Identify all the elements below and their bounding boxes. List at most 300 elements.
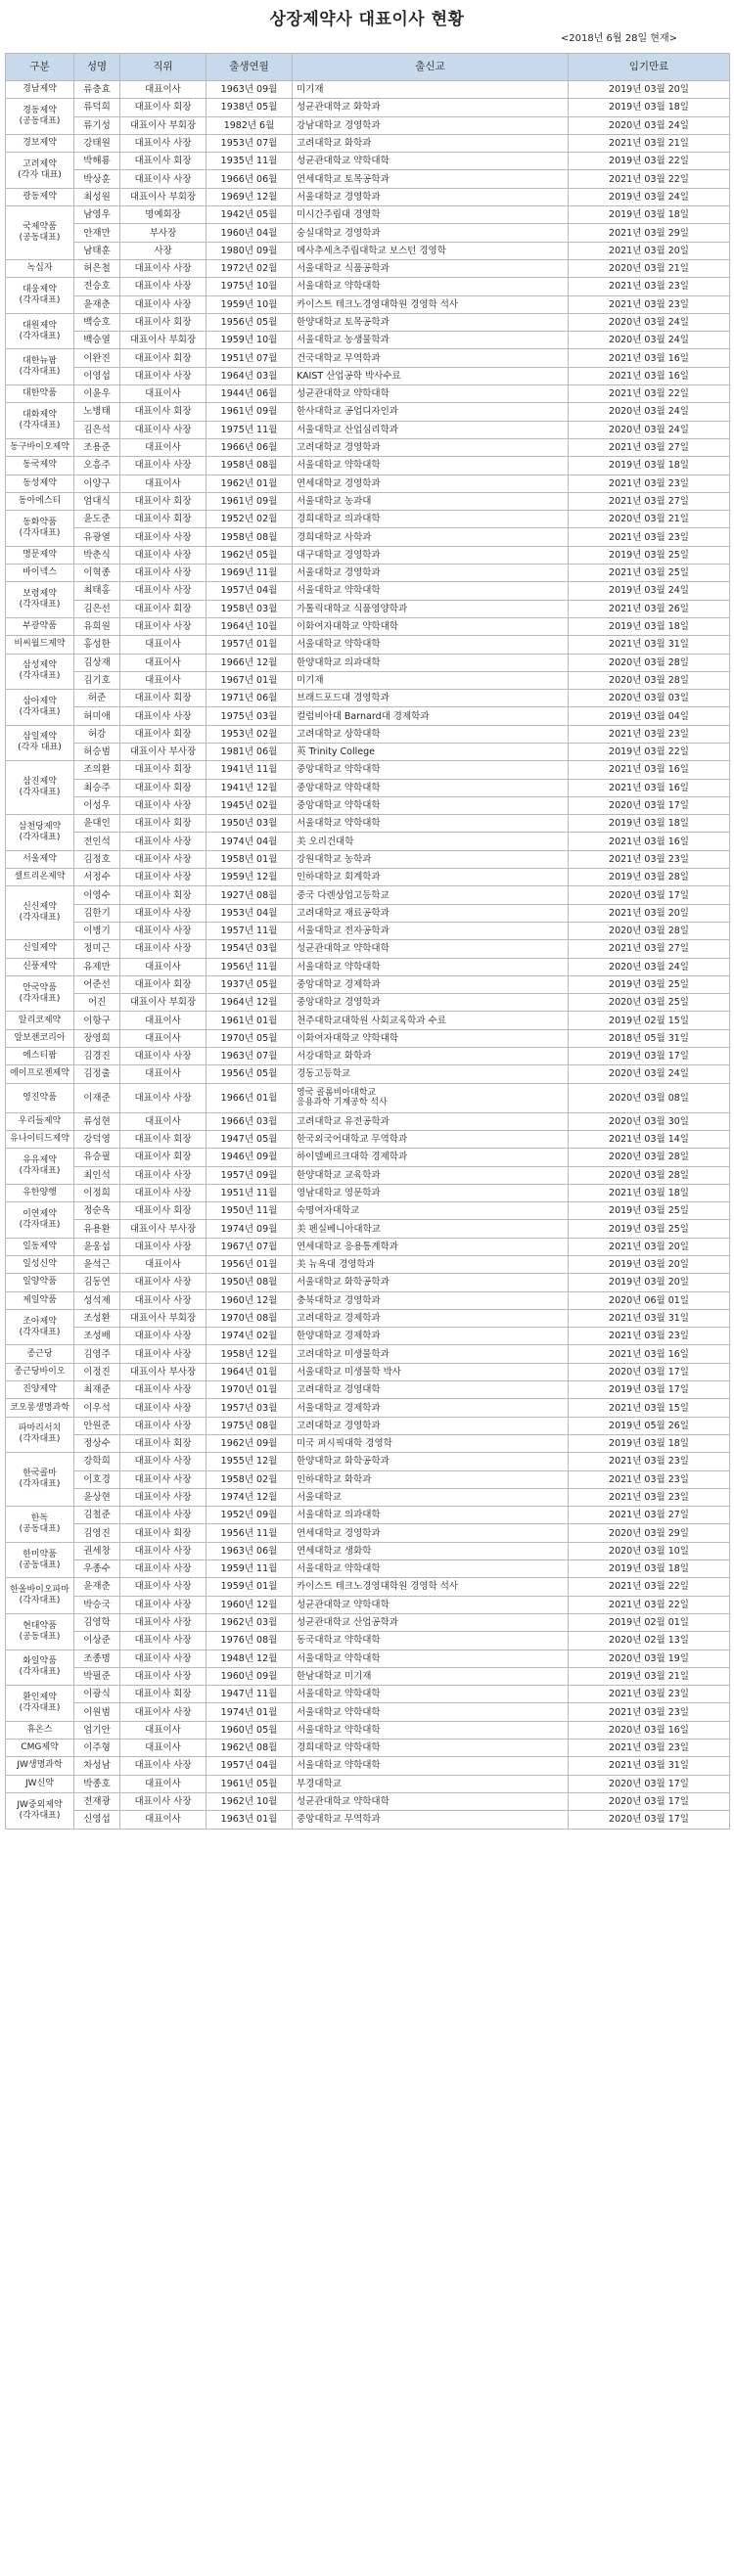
cell-birth: 1953년 02월 (206, 725, 293, 743)
cell-school: 서울대학교 농과대 (293, 492, 569, 510)
cell-term-end: 2020년 03월 28일 (569, 654, 730, 671)
header-term-end: 임기만료 (569, 54, 730, 81)
cell-company: 동성제약 (6, 475, 74, 492)
cell-name: 허은철 (74, 259, 120, 277)
cell-school: 카이스트 테크노경영대학원 경영학 석사 (293, 1578, 569, 1596)
cell-school: 서울대학교 약학대학 (293, 1560, 569, 1578)
cell-position: 대표이사 회장 (120, 349, 206, 367)
cell-school: 중앙대학교 경영학과 (293, 994, 569, 1012)
cell-position: 대표이사 사장 (120, 707, 206, 725)
table-row (6, 313, 730, 331)
cell-term-end: 2019년 03월 25일 (569, 975, 730, 993)
cell-position: 대표이사 부회장 (120, 994, 206, 1012)
cell-term-end: 2020년 06월 01일 (569, 1291, 730, 1309)
cell-term-end: 2021년 03월 31일 (569, 1309, 730, 1327)
cell-school: 서울대학교 약학대학 (293, 1721, 569, 1739)
cell-school: 부경대학교 (293, 1775, 569, 1792)
cell-birth: 1969년 12월 (206, 188, 293, 205)
table-row (6, 1363, 730, 1380)
cell-company: 한독 (공동대표) (6, 1507, 74, 1543)
cell-term-end: 2021년 03월 15일 (569, 1399, 730, 1417)
cell-position: 대표이사 회장 (120, 1686, 206, 1703)
cell-term-end: 2019년 03월 18일 (569, 99, 730, 116)
cell-birth: 1955년 12월 (206, 1453, 293, 1470)
cell-school: 중앙대학교 약학대학 (293, 796, 569, 814)
cell-name: 강태원 (74, 134, 120, 152)
cell-school: 미기재 (293, 81, 569, 99)
cell-position: 대표이사 (120, 385, 206, 403)
cell-birth: 1975년 08월 (206, 1417, 293, 1434)
cell-term-end: 2020년 03월 03일 (569, 690, 730, 707)
cell-school: 고려대학교 경영대학 (293, 1381, 569, 1399)
cell-school: 한양대학교 화학공학과 (293, 1453, 569, 1470)
cell-position: 대표이사 회장 (120, 886, 206, 904)
cell-school: 성균관대학교 약학대학 (293, 1596, 569, 1613)
cell-term-end: 2020년 03월 30일 (569, 1112, 730, 1130)
cell-term-end: 2021년 03월 23일 (569, 1488, 730, 1506)
cell-position: 대표이사 (120, 958, 206, 975)
cell-name: 이윤우 (74, 385, 120, 403)
cell-birth: 1963년 06월 (206, 1542, 293, 1559)
cell-birth: 1959년 10월 (206, 295, 293, 313)
cell-company: 부광약품 (6, 617, 74, 635)
cell-position: 대표이사 (120, 1811, 206, 1829)
cell-term-end: 2020년 03월 28일 (569, 671, 730, 689)
table-row (6, 1112, 730, 1130)
cell-school: 숭실대학교 경영학과 (293, 224, 569, 242)
table-row (6, 1417, 730, 1434)
cell-position: 대표이사 사장 (120, 1048, 206, 1065)
cell-position: 명예회장 (120, 206, 206, 224)
cell-position: 대표이사 사장 (120, 1596, 206, 1613)
cell-term-end: 2021년 03월 23일 (569, 475, 730, 492)
cell-position: 대표이사 회장 (120, 1149, 206, 1166)
cell-term-end: 2019년 03월 18일 (569, 617, 730, 635)
table-header-row (6, 54, 730, 81)
table-row (6, 475, 730, 492)
header-birth: 출생연월 (206, 54, 293, 81)
cell-term-end: 2020년 03월 16일 (569, 1721, 730, 1739)
cell-name: 최승주 (74, 779, 120, 796)
table-row (6, 1632, 730, 1650)
table-row (6, 886, 730, 904)
cell-name: 최성원 (74, 188, 120, 205)
cell-birth: 1957년 11월 (206, 922, 293, 939)
cell-school: 서울대학교 약학대학 (293, 1650, 569, 1667)
table-row (6, 546, 730, 564)
cell-birth: 1972년 02월 (206, 259, 293, 277)
cell-name: 허승범 (74, 743, 120, 760)
cell-company: CMG제약 (6, 1740, 74, 1757)
cell-name: 유희원 (74, 617, 120, 635)
cell-name: 김철준 (74, 1507, 120, 1524)
cell-company: 한국콜마 (각자대표) (6, 1453, 74, 1507)
cell-position: 대표이사 회장 (120, 600, 206, 617)
cell-term-end: 2019년 03월 24일 (569, 188, 730, 205)
cell-company: JW중외제약 (각자대표) (6, 1792, 74, 1829)
cell-company: 진양제약 (6, 1381, 74, 1399)
cell-position: 대표이사 회장 (120, 1434, 206, 1452)
cell-birth: 1927년 08월 (206, 886, 293, 904)
cell-school: 충북대학교 경영학과 (293, 1291, 569, 1309)
cell-company: 종근당 (6, 1345, 74, 1363)
cell-term-end: 2020년 03월 17일 (569, 886, 730, 904)
table-row (6, 1740, 730, 1757)
cell-company: 삼진제약 (각자대표) (6, 761, 74, 815)
cell-position: 대표이사 사장 (120, 1470, 206, 1488)
cell-school: 연세대학교 토목공학과 (293, 170, 569, 188)
table-row (6, 367, 730, 384)
cell-birth: 1975년 03월 (206, 707, 293, 725)
cell-position: 대표이사 사장 (120, 1703, 206, 1721)
table-row (6, 242, 730, 259)
cell-school: 한양대학교 토목공학과 (293, 313, 569, 331)
table-row (6, 904, 730, 922)
cell-name: 박춘식 (74, 546, 120, 564)
cell-position: 대표이사 사장 (120, 1578, 206, 1596)
cell-position: 대표이사 (120, 1012, 206, 1029)
cell-school: 서울대학교 약학대학 (293, 958, 569, 975)
cell-term-end: 2020년 03월 24일 (569, 958, 730, 975)
cell-name: 장영희 (74, 1029, 120, 1047)
table-row (6, 1149, 730, 1166)
cell-birth: 1964년 01월 (206, 1363, 293, 1380)
cell-school: 서울대학교 약학대학 (293, 1686, 569, 1703)
cell-name: 조용준 (74, 438, 120, 456)
cell-name: 최재준 (74, 1381, 120, 1399)
table-row (6, 761, 730, 779)
cell-company: 영진약품 (6, 1083, 74, 1112)
cell-company: 알보젠코리아 (6, 1029, 74, 1047)
cell-name: 전승호 (74, 278, 120, 295)
cell-name: 노병태 (74, 403, 120, 421)
cell-company: 일성신약 (6, 1256, 74, 1274)
cell-term-end: 2021년 03월 20일 (569, 904, 730, 922)
table-row (6, 1488, 730, 1506)
cell-term-end: 2020년 03월 28일 (569, 922, 730, 939)
cell-position: 대표이사 회장 (120, 975, 206, 993)
ceo-table-container (5, 53, 729, 1830)
cell-birth: 1967년 01월 (206, 671, 293, 689)
cell-position: 대표이사 (120, 438, 206, 456)
cell-name: 조성배 (74, 1328, 120, 1345)
cell-school: 한양대학교 의과대학 (293, 654, 569, 671)
cell-name: 조성환 (74, 1309, 120, 1327)
cell-position: 대표이사 사장 (120, 940, 206, 958)
table-row (6, 850, 730, 868)
cell-birth: 1941년 12월 (206, 779, 293, 796)
cell-school: 중앙대학교 약학대학 (293, 779, 569, 796)
cell-birth: 1974년 01월 (206, 1703, 293, 1721)
cell-term-end: 2021년 03월 22일 (569, 1596, 730, 1613)
cell-birth: 1975년 10월 (206, 278, 293, 295)
cell-term-end: 2019년 05월 26일 (569, 1417, 730, 1434)
cell-school: 고려대학교 상학대학 (293, 725, 569, 743)
cell-term-end: 2020년 03월 24일 (569, 332, 730, 349)
cell-birth: 1958년 12월 (206, 1345, 293, 1363)
cell-name: 이성우 (74, 796, 120, 814)
cell-birth: 1947년 05월 (206, 1130, 293, 1148)
cell-school: 서울대학교 약학대학 (293, 1757, 569, 1775)
table-row (6, 1399, 730, 1417)
cell-term-end: 2021년 03월 16일 (569, 349, 730, 367)
cell-term-end: 2019년 03월 18일 (569, 815, 730, 833)
cell-school: 미국 퍼시픽대학 경영학 (293, 1434, 569, 1452)
cell-school: 美 뉴욕대 경영학과 (293, 1256, 569, 1274)
cell-school: 서울대학교 전자공학과 (293, 922, 569, 939)
cell-position: 대표이사 부사장 (120, 1220, 206, 1238)
cell-company: 삼천당제약 (각자대표) (6, 815, 74, 851)
cell-term-end: 2021년 03월 27일 (569, 438, 730, 456)
cell-name: 남영우 (74, 206, 120, 224)
cell-company: 녹십자 (6, 259, 74, 277)
cell-school: 중국 다렌상업고등학교 (293, 886, 569, 904)
cell-birth: 1974년 09월 (206, 1220, 293, 1238)
cell-position: 대표이사 (120, 1029, 206, 1047)
cell-school: 메사추세츠주립대학교 보스턴 경영학 (293, 242, 569, 259)
cell-birth: 1958년 02월 (206, 1470, 293, 1488)
table-row (6, 779, 730, 796)
cell-birth: 1944년 06월 (206, 385, 293, 403)
cell-school: 英 Trinity College (293, 743, 569, 760)
cell-term-end: 2019년 03월 25일 (569, 1202, 730, 1220)
cell-term-end: 2019년 02월 01일 (569, 1613, 730, 1631)
cell-company: 비씨월드제약 (6, 636, 74, 654)
cell-school: 영남대학교 영문학과 (293, 1184, 569, 1201)
cell-name: 김영진 (74, 1524, 120, 1542)
cell-company: 대한약품 (6, 385, 74, 403)
cell-name: 최인석 (74, 1166, 120, 1184)
cell-birth: 1971년 06월 (206, 690, 293, 707)
cell-name: 류성현 (74, 1112, 120, 1130)
cell-school: 경희대학교 사학과 (293, 528, 569, 546)
cell-school: 서강대학교 화학과 (293, 1048, 569, 1065)
table-row (6, 1757, 730, 1775)
cell-birth: 1962년 08월 (206, 1740, 293, 1757)
cell-company: 이연제약 (각자대표) (6, 1202, 74, 1239)
cell-company: JW생명과학 (6, 1757, 74, 1775)
cell-term-end: 2021년 03월 20일 (569, 1238, 730, 1255)
cell-school: 서울대학교 약학대학 (293, 457, 569, 475)
cell-school: 성균관대학교 약학대학 (293, 940, 569, 958)
cell-name: 어준선 (74, 975, 120, 993)
cell-term-end: 2021년 03월 21일 (569, 134, 730, 152)
cell-birth: 1958년 01월 (206, 850, 293, 868)
cell-position: 대표이사 사장 (120, 1792, 206, 1810)
cell-birth: 1950년 11월 (206, 1202, 293, 1220)
page-title: 상장제약사 대표이사 현황 (269, 10, 465, 29)
cell-birth: 1935년 11월 (206, 153, 293, 170)
cell-school: 서울대학교 의과대학 (293, 1507, 569, 1524)
cell-position: 대표이사 (120, 654, 206, 671)
cell-position: 대표이사 (120, 1112, 206, 1130)
cell-term-end: 2021년 03월 16일 (569, 1345, 730, 1363)
cell-school: 서울대학교 산업심리학과 (293, 421, 569, 438)
cell-term-end: 2019년 03월 17일 (569, 1381, 730, 1399)
cell-school: 한양대학교 경제학과 (293, 1328, 569, 1345)
cell-birth: 1956년 01월 (206, 1256, 293, 1274)
cell-company: 알리코제약 (6, 1012, 74, 1029)
cell-company: 동구바이오제약 (6, 438, 74, 456)
cell-name: 이원범 (74, 1703, 120, 1721)
cell-term-end: 2021년 03월 18일 (569, 1184, 730, 1201)
cell-school: 인하대학교 화학과 (293, 1470, 569, 1488)
table-row (6, 565, 730, 582)
cell-company: 경동제약 (공동대표) (6, 99, 74, 135)
header-school: 출신교 (293, 54, 569, 81)
cell-school: 미기재 (293, 671, 569, 689)
cell-birth: 1981년 06월 (206, 743, 293, 760)
cell-company: 삼성제약 (각자대표) (6, 654, 74, 690)
cell-birth: 1950년 08월 (206, 1274, 293, 1291)
cell-term-end: 2019년 03월 20일 (569, 81, 730, 99)
cell-birth: 1957년 01월 (206, 636, 293, 654)
cell-school: 서울대학교 경영학과 (293, 565, 569, 582)
cell-school: 연세대학교 응용통계학과 (293, 1238, 569, 1255)
cell-name: 유승필 (74, 1149, 120, 1166)
table-row (6, 1012, 730, 1029)
table-row (6, 1470, 730, 1488)
cell-term-end: 2020년 03월 17일 (569, 1792, 730, 1810)
cell-birth: 1961년 09월 (206, 492, 293, 510)
cell-name: 박종호 (74, 1775, 120, 1792)
cell-school: 고려대학교 경영학과 (293, 1417, 569, 1434)
cell-school: 연세대학교 생화학 (293, 1542, 569, 1559)
cell-name: 김정호 (74, 850, 120, 868)
cell-birth: 1966년 06월 (206, 438, 293, 456)
table-row (6, 796, 730, 814)
cell-name: 김한기 (74, 904, 120, 922)
cell-birth: 1951년 11월 (206, 1184, 293, 1201)
cell-position: 대표이사 사장 (120, 869, 206, 886)
cell-name: 조의환 (74, 761, 120, 779)
cell-position: 대표이사 부회장 (120, 116, 206, 134)
cell-school: 고려대학교 경영학과 (293, 438, 569, 456)
table-row (6, 582, 730, 600)
cell-birth: 1946년 09월 (206, 1149, 293, 1166)
table-row (6, 922, 730, 939)
cell-school: 성균관대학교 약학대학 (293, 1792, 569, 1810)
cell-birth: 1957년 04월 (206, 582, 293, 600)
cell-position: 대표이사 (120, 1775, 206, 1792)
cell-company: 바이넥스 (6, 565, 74, 582)
cell-company: 서울제약 (6, 850, 74, 868)
cell-term-end: 2019년 02월 15일 (569, 1012, 730, 1029)
cell-name: 권세창 (74, 1542, 120, 1559)
cell-birth: 1970년 05월 (206, 1029, 293, 1047)
cell-school: 성균관대학교 약학대학 (293, 385, 569, 403)
cell-name: 성석제 (74, 1291, 120, 1309)
cell-position: 대표이사 사장 (120, 565, 206, 582)
table-row (6, 1345, 730, 1363)
cell-name: 이주형 (74, 1740, 120, 1757)
cell-school: 인하대학교 회계학과 (293, 869, 569, 886)
cell-position: 대표이사 사장 (120, 904, 206, 922)
table-row (6, 1650, 730, 1667)
cell-term-end: 2021년 03월 14일 (569, 1130, 730, 1148)
cell-birth: 1959년 01월 (206, 1578, 293, 1596)
cell-birth: 1963년 01월 (206, 1811, 293, 1829)
cell-school: 동국대학교 약학대학 (293, 1632, 569, 1650)
cell-position: 대표이사 (120, 636, 206, 654)
cell-name: 이혁종 (74, 565, 120, 582)
cell-term-end: 2021년 03월 27일 (569, 492, 730, 510)
cell-birth: 1954년 03월 (206, 940, 293, 958)
table-row (6, 492, 730, 510)
cell-position: 대표이사 (120, 81, 206, 99)
cell-position: 대표이사 회장 (120, 99, 206, 116)
cell-term-end: 2021년 03월 23일 (569, 295, 730, 313)
cell-position: 대표이사 (120, 1256, 206, 1274)
cell-birth: 1969년 11월 (206, 565, 293, 582)
cell-company: 에스티팜 (6, 1048, 74, 1065)
cell-position: 대표이사 부회장 (120, 1309, 206, 1327)
cell-name: 박해룡 (74, 153, 120, 170)
table-row (6, 654, 730, 671)
cell-company: 유한양행 (6, 1184, 74, 1201)
cell-position: 대표이사 회장 (120, 511, 206, 528)
cell-term-end: 2019년 03월 24일 (569, 582, 730, 600)
cell-birth: 1948년 12월 (206, 1650, 293, 1667)
cell-company: 대원제약 (각자대표) (6, 313, 74, 349)
cell-name: 유용환 (74, 1220, 120, 1238)
table-row (6, 206, 730, 224)
cell-position: 대표이사 사장 (120, 833, 206, 850)
cell-birth: 1962년 05월 (206, 546, 293, 564)
cell-company: 화일약품 (각자대표) (6, 1650, 74, 1686)
cell-birth: 1942년 05월 (206, 206, 293, 224)
header-position: 직위 (120, 54, 206, 81)
cell-name: 윤재춘 (74, 1578, 120, 1596)
cell-birth: 1956년 11월 (206, 1524, 293, 1542)
cell-school: 서울대학교 미생물학 박사 (293, 1363, 569, 1380)
cell-name: 신영섭 (74, 1811, 120, 1829)
cell-company: 제일약품 (6, 1291, 74, 1309)
cell-birth: 1962년 09월 (206, 1434, 293, 1452)
cell-birth: 1958년 08월 (206, 457, 293, 475)
cell-school: 하이델베르크대학 경제학과 (293, 1149, 569, 1166)
cell-position: 대표이사 회장 (120, 761, 206, 779)
cell-birth: 1960년 12월 (206, 1596, 293, 1613)
cell-position: 대표이사 사장 (120, 528, 206, 546)
cell-name: 이우석 (74, 1399, 120, 1417)
cell-school: 서울대학교 약학대학 (293, 815, 569, 833)
cell-company: 휴온스 (6, 1721, 74, 1739)
cell-name: 정미근 (74, 940, 120, 958)
cell-school: 중앙대학교 약학대학 (293, 761, 569, 779)
cell-company: 신일제약 (6, 940, 74, 958)
table-row (6, 1291, 730, 1309)
cell-term-end: 2021년 03월 31일 (569, 1757, 730, 1775)
cell-name: 이완진 (74, 349, 120, 367)
table-row (6, 1542, 730, 1559)
cell-company: 종근당바이오 (6, 1363, 74, 1380)
cell-name: 윤상현 (74, 1488, 120, 1506)
cell-name: 허준 (74, 690, 120, 707)
cell-term-end: 2020년 03월 10일 (569, 1542, 730, 1559)
cell-birth: 1957년 04월 (206, 1757, 293, 1775)
table-row (6, 940, 730, 958)
cell-birth: 1962년 01월 (206, 475, 293, 492)
cell-company: 에이프로젠제약 (6, 1065, 74, 1083)
cell-position: 대표이사 사장 (120, 1274, 206, 1291)
cell-term-end: 2019년 03월 21일 (569, 1667, 730, 1685)
cell-position: 대표이사 사장 (120, 421, 206, 438)
table-row (6, 1029, 730, 1047)
cell-school: 美 펜실베니아대학교 (293, 1220, 569, 1238)
cell-position: 대표이사 사장 (120, 1488, 206, 1506)
cell-company: 유유제약 (각자대표) (6, 1149, 74, 1185)
